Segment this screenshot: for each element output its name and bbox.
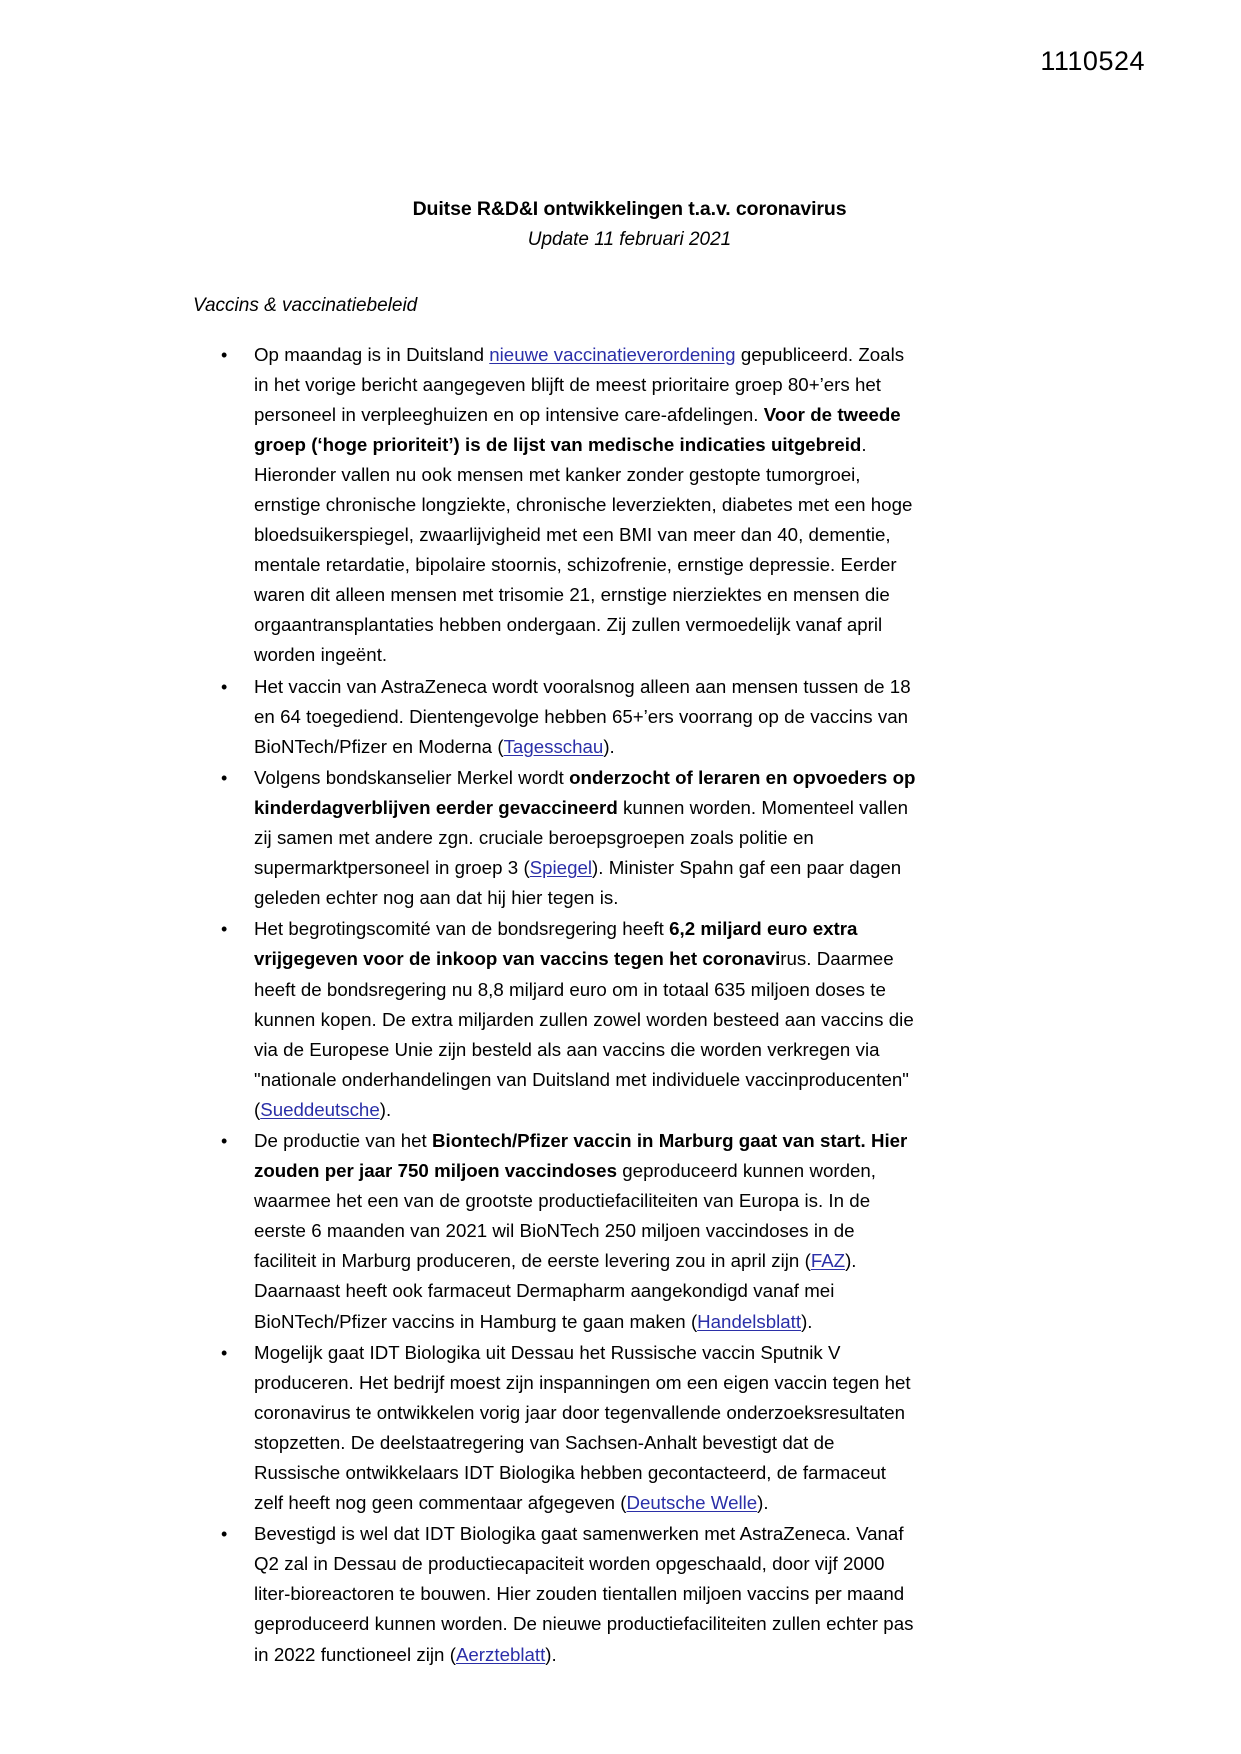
body-text: Mogelijk gaat IDT Biologika uit Dessau het Russische vaccin Sputnik V produceren. Het bedrijf moest zijn inspanningen om een eigen vaccin tegen het coronavirus te ontwikkelen vorig jaar door tegenvallende onderzoeksresultaten stopzetten. De deelstaatregering van Sachsen-Anhalt bevestigt dat de Russische ontwikkelaars IDT Biologika hebben gecontacteerd, de farmaceut zelf heeft nog geen commentaar afgegeven ( (254, 1341, 911, 1514)
bullet-text (254, 1338, 918, 1519)
body-text: . Hieronder vallen nu ook mensen met kanker zonder gestopte tumorgroei, ernstige chronische longziekte, chronische leverziekten, diabetes met een hoge bloedsuikerspiegel, zwaarlijvigheid met een BMI van meer dan 40, dementie, mentale retardatie, bipolaire stoornis, schizofrenie, ernstige depressie. Eerder waren dit alleen mensen met trisomie 21, ernstige nierziektes en mensen die orgaantransplantaties hebben ondergaan. Zij zullen vermoedelijk vanaf april worden ingeënt. (254, 433, 913, 666)
bullet-marker: • (221, 344, 228, 365)
bullet-astrazeneca-leeftijd (193, 672, 918, 762)
bullet-marker: • (221, 676, 228, 697)
body-text: ). (545, 1643, 557, 1665)
body-text: ). (379, 1098, 392, 1120)
body-text: geproduceerd kunnen worden, waarmee het een van de grootste productiefaciliteiten van Europa is. In de eerste 6 maanden van 2021 wil BioNTech 250 miljoen vaccindoses in de faciliteit in Marburg produceren, de eerste levering zou in april zijn ( (254, 1160, 876, 1272)
source-link[interactable]: Tagesschau (503, 735, 604, 757)
bullet-text (254, 1519, 918, 1669)
bullet-list (193, 340, 918, 1670)
bullet-marker: • (221, 767, 228, 788)
body-text: rus. Daarmee heeft de bondsregering nu 8,8 miljard euro om in totaal 635 miljoen doses te kunnen kopen. De extra miljarden zullen zowel worden besteed aan vaccins die via de Europese Unie zijn besteld als aan vaccins die worden verkregen via "nationale onderhandelingen van Duitsland met individuele vaccinproducenten" ( (254, 948, 914, 1120)
source-link[interactable]: Aerzteblatt (455, 1643, 546, 1665)
source-link[interactable]: nieuwe vaccinatieverordening (489, 343, 736, 365)
bullet-marker: • (221, 1524, 228, 1545)
body-text: gepubliceerd. Zoals in het vorige bericht aangegeven blijft de meest prioritaire groep 80+’ers het personeel in verpleeghuizen en op intensive care-afdelingen. (254, 343, 905, 425)
body-text: ). (603, 735, 615, 757)
bullet-begrotingscomite (193, 914, 918, 1125)
body-text: ). Minister Spahn gaf een paar dagen geleden echter nog aan dat hij hier tegen is. (254, 857, 902, 909)
document-subtitle: Update 11 februari 2021 (527, 228, 732, 250)
emphasis-text: onderzocht of leraren en opvoeders op kinderdagverblijven eerder gevaccineerd (254, 766, 916, 818)
bullet-vaccinatieverordening (193, 340, 918, 671)
body-text: ). Daarnaast heeft ook farmaceut Dermapharm aangekondigd vanaf mei BioNTech/Pfizer vaccins in Hamburg te gaan maken ( (254, 1250, 857, 1332)
body-text: Op maandag is in Duitsland (254, 343, 490, 365)
bullet-text (254, 914, 918, 1125)
source-link[interactable]: Sueddeutsche (260, 1098, 380, 1120)
bullet-marker: • (221, 1130, 228, 1151)
bullet-marker: • (221, 1342, 228, 1363)
body-text: Het begrotingscomité van de bondsregering heeft (254, 918, 670, 940)
body-text: Volgens bondskanselier Merkel wordt (254, 766, 570, 788)
bullet-text (254, 340, 918, 671)
title-block (0, 196, 1241, 254)
body-text: ). (757, 1492, 769, 1514)
section-heading-vaccins: Vaccins & vaccinatiebeleid (193, 295, 418, 316)
emphasis-text: 6,2 miljard euro extra vrijgegeven voor de inkoop van vaccins tegen het coronavi (254, 918, 858, 970)
bullet-text (254, 763, 918, 913)
body-text: De productie van het (254, 1129, 433, 1151)
bullet-text (254, 1126, 918, 1337)
body-text: Bevestigd is wel dat IDT Biologika gaat samenwerken met AstraZeneca. Vanaf Q2 zal in Dessau de productiecapaciteit worden opgeschaald, door vijf 2000 liter-bioreactoren te bouwen. Hier zouden tientallen miljoen vaccins per maand geproduceerd kunnen worden. De nieuwe productiefaciliteiten zullen echter pas in 2022 functioneel zijn ( (254, 1523, 914, 1665)
source-link[interactable]: Spiegel (529, 857, 593, 879)
page-number-stamp: 1110524 (1040, 46, 1145, 76)
bullet-text (254, 672, 918, 762)
body-text: Het vaccin van AstraZeneca wordt vooralsnog alleen aan mensen tussen de 18 en 64 toegediend. Dientengevolge hebben 65+’ers voorrang op de vaccins van BioNTech/Pfizer en Moderna ( (254, 675, 911, 757)
body-text: kunnen worden. Momenteel vallen zij samen met andere zgn. cruciale beroepsgroepen zoals politie en supermarktpersoneel in groep 3 ( (254, 796, 908, 879)
document-body (193, 292, 918, 1671)
body-text: ). (801, 1310, 813, 1332)
bullet-marker: • (221, 919, 228, 940)
source-link[interactable]: Handelsblatt (697, 1310, 802, 1332)
document-title: Duitse R&D&I ontwikkelingen t.a.v. coronavirus (412, 198, 847, 220)
emphasis-text: Biontech/Pfizer vaccin in Marburg gaat van start. Hier zouden per jaar 750 miljoen vaccindoses (254, 1129, 908, 1182)
source-link[interactable]: Deutsche Welle (626, 1492, 758, 1514)
source-link[interactable]: FAZ (810, 1250, 846, 1272)
bullet-idt-sputnik (193, 1338, 918, 1519)
bullet-leraren-opvoeders (193, 763, 918, 913)
bullet-idt-astrazeneca (193, 1519, 918, 1669)
bullet-marburg-productie (193, 1126, 918, 1337)
emphasis-text: Voor de tweede groep (‘hoge prioriteit’) is de lijst van medische indicaties uitgebreid (254, 403, 901, 455)
